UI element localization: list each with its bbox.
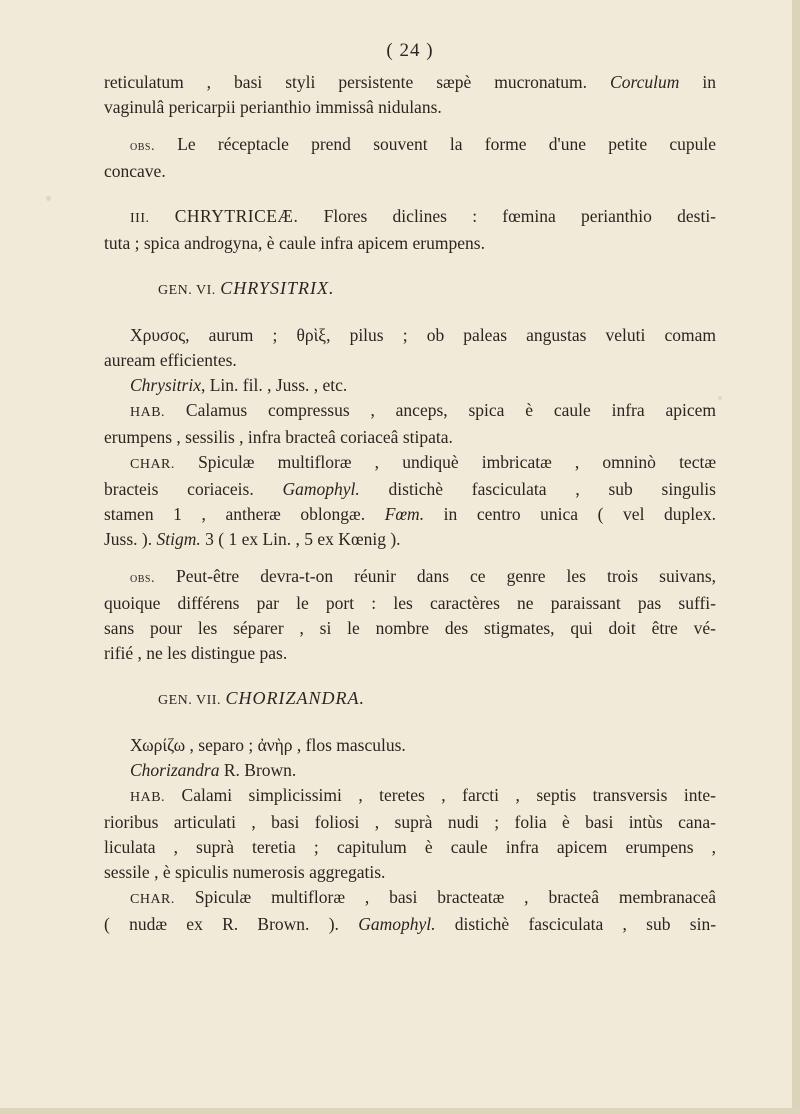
text-line: tuta ; spica androgyna, è caule infra apicem erumpens.: [104, 233, 485, 253]
text-line: vaginulâ pericarpii perianthio immissâ nidulans.: [104, 97, 442, 117]
foxing-spot: [46, 196, 51, 201]
text-line: liculata , suprà teretia ; capitulum è caule infra apicem erumpens ,: [104, 837, 716, 857]
text-line: auream efficientes.: [104, 350, 237, 370]
obs-paragraph: obs. Peut-être devra-t-on réunir dans ce genre les trois suivans,: [130, 566, 716, 586]
foxing-spot: [718, 396, 722, 400]
etymology-line: Χωρίζω , separo ; ἀνὴρ , flos masculus.: [130, 735, 406, 755]
page-text: [104, 38, 716, 937]
text-line: quoique différens par le port : les caractères ne paraissant pas suffi-: [104, 593, 716, 613]
hab-paragraph: HAB. Calami simplicissimi , teretes , farcti , septis transversis inte-: [130, 785, 716, 805]
text-line: stamen 1 , antheræ oblongæ. Fœm. in centro unica ( vel duplex.: [104, 504, 716, 524]
text-line: reticulatum , basi styli persistente sæpè mucronatum. Corculum in: [104, 72, 716, 92]
text-line: Juss. ). Stigm. 3 ( 1 ex Lin. , 5 ex Kœnig ).: [104, 529, 401, 549]
page-edge-bottom: [0, 1108, 800, 1114]
text-line: bracteis coriaceis. Gamophyl. distichè fasciculata , sub singulis: [104, 479, 716, 499]
text-line: erumpens , sessilis , infra bracteâ coriaceâ stipata.: [104, 427, 453, 447]
text-line: ( nudæ ex R. Brown. ). Gamophyl. distichè fasciculata , sub sin-: [104, 914, 716, 934]
genus-heading: GEN. VII. CHORIZANDRA.: [158, 688, 365, 708]
text-line: rioribus articulati , basi foliosi , suprà nudi ; folia è basi intùs cana-: [104, 812, 716, 832]
tribe-heading: III. CHRYTRICEÆ. Flores diclines : fœmina perianthio desti-: [130, 206, 716, 226]
text-line: concave.: [104, 161, 166, 181]
page-number: ( 24 ): [386, 40, 434, 61]
synonym-line: Chorizandra R. Brown.: [130, 760, 297, 780]
page-edge-right: [792, 0, 800, 1114]
etymology-line: Χρυσος, aurum ; θρὶξ, pilus ; ob paleas angustas veluti comam: [130, 325, 716, 345]
char-paragraph: CHAR. Spiculæ multifloræ , basi bracteatæ , bracteâ membranaceâ: [130, 887, 716, 907]
obs-paragraph: obs. Le réceptacle prend souvent la forme d'une petite cupule: [130, 134, 716, 154]
text-line: rifié , ne les distingue pas.: [104, 643, 288, 663]
char-paragraph: CHAR. Spiculæ multifloræ , undiquè imbricatæ , omninò tectæ: [130, 452, 716, 472]
text-line: sans pour les séparer , si le nombre des stigmates, qui doit être vé-: [104, 618, 716, 638]
hab-paragraph: HAB. Calamus compressus , anceps, spica è caule infra apicem: [130, 400, 716, 420]
genus-heading: GEN. VI. CHRYSITRIX.: [158, 278, 335, 298]
text-line: sessile , è spiculis numerosis aggregatis.: [104, 862, 386, 882]
synonym-line: Chrysitrix, Lin. fil. , Juss. , etc.: [130, 375, 348, 395]
